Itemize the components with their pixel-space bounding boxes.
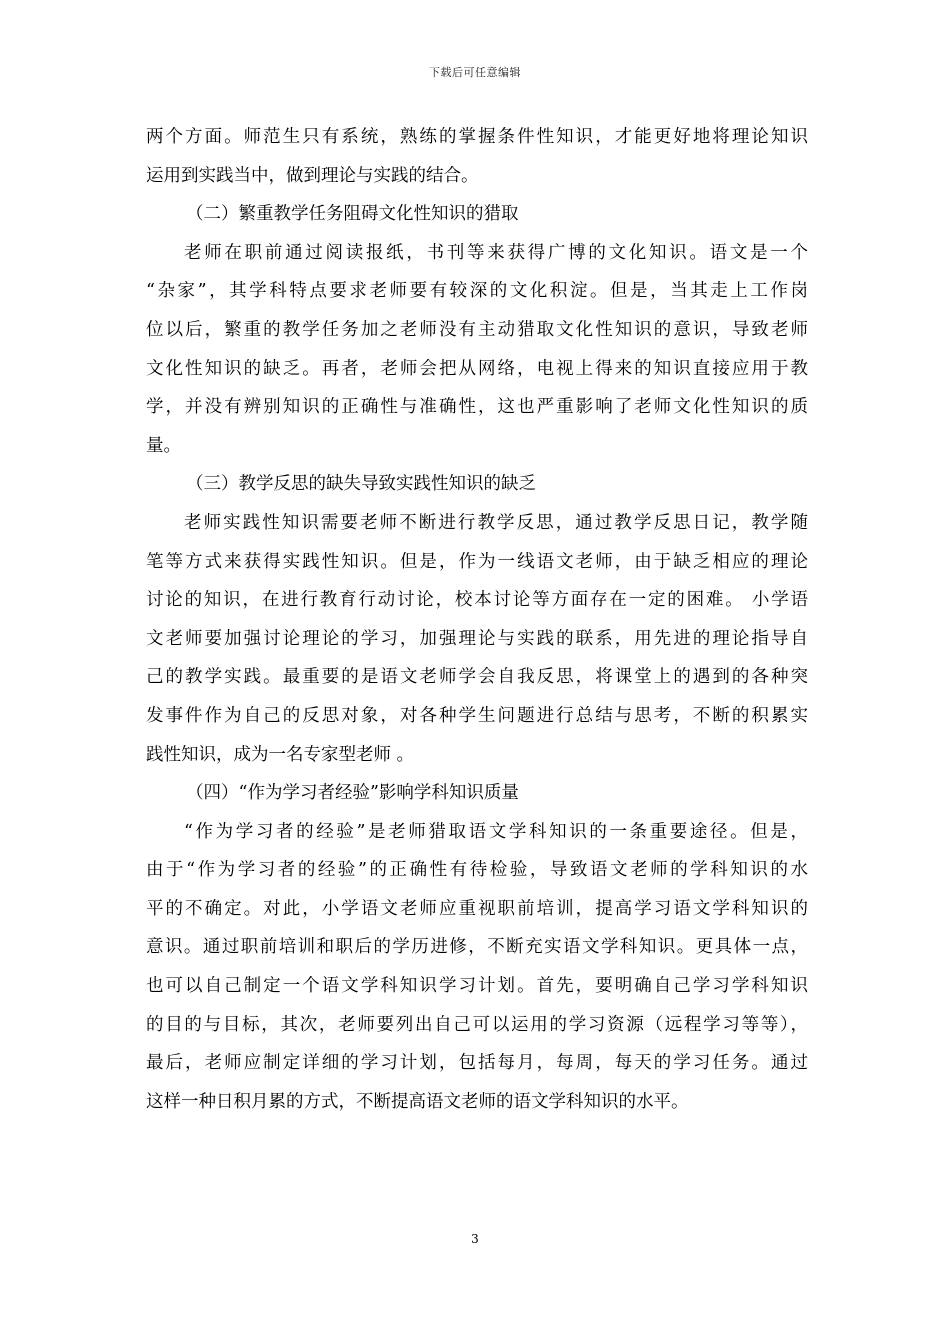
body-line: 两个方面。师范生只有系统，熟练的掌握条件性知识，才能更好地将理论知识 — [146, 127, 808, 147]
body-line: 讨论的知识，在进行教育行动讨论，校本讨论等方面存在一定的困难。 小学语 — [146, 590, 808, 611]
body-line: 笔等方式来获得实践性知识。但是，作为一线语文老师，由于缺乏相应的理论 — [146, 551, 808, 572]
body-line: 平的不确定。对此，小学语文老师应重视职前培训，提高学习语文学科知识的 — [146, 898, 808, 919]
document-body — [146, 118, 808, 1121]
body-line: 己的教学实践。最重要的是语文老师学会自我反思，将课堂上的遇到的各种突 — [146, 667, 808, 688]
body-line: 发事件作为自己的反思对象，对各种学生问题进行总结与思考，不断的积累实 — [146, 705, 808, 726]
body-line: 量。 — [146, 435, 181, 456]
body-line: 最后，老师应制定详细的学习计划，包括每月，每周，每天的学习任务。通过 — [146, 1053, 808, 1074]
body-line: 践性知识，成为一名专家型老师 。 — [146, 744, 415, 765]
body-line: 由于“作为学习者的经验”的正确性有待检验，导致语文老师的学科知识的水 — [146, 860, 808, 881]
body-line: 的目的与目标，其次，老师要列出自己可以运用的学习资源（远程学习等等）， — [146, 1014, 808, 1035]
body-line: 文老师要加强讨论理论的学习，加强理论与实践的联系，用先进的理论指导自 — [146, 628, 808, 649]
body-line: 这样一种日积月累的方式，不断提高语文老师的语文学科知识的水平。 — [146, 1091, 689, 1112]
body-line: 老师在职前通过阅读报纸，书刊等来获得广博的文化知识。语文是一个 — [184, 242, 808, 263]
body-line: 位以后，繁重的教学任务加之老师没有主动猎取文化性知识的意识，导致老师 — [146, 319, 808, 340]
body-line: “作为学习者的经验”是老师猎取语文学科知识的一条重要途径。但是， — [184, 821, 808, 842]
section-heading-2: （二）繁重教学任务阻碍文化性知识的猎取 — [186, 204, 519, 225]
page-header-note: 下载后可任意编辑 — [429, 66, 521, 79]
section-heading-3: （三）教学反思的缺失导致实践性知识的缺乏 — [186, 474, 536, 495]
body-line: 学，并没有辨别知识的正确性与准确性，这也严重影响了老师文化性知识的质 — [146, 397, 808, 418]
section-heading-4: （四）“作为学习者经验”影响学科知识质量 — [186, 783, 519, 804]
body-line: “杂家”，其学科特点要求老师要有较深的文化积淀。但是，当其走上工作岗 — [146, 281, 808, 302]
body-line: 老师实践性知识需要老师不断进行教学反思，通过教学反思日记，教学随 — [184, 512, 808, 533]
body-line: 意识。通过职前培训和职后的学历进修，不断充实语文学科知识。更具体一点， — [146, 937, 808, 958]
body-line: 运用到实践当中，做到理论与实践的结合。 — [146, 165, 479, 186]
body-line: 文化性知识的缺乏。再者，老师会把从网络，电视上得来的知识直接应用于教 — [146, 358, 808, 379]
page-number: 3 — [471, 1232, 479, 1246]
body-line: 也可以自己制定一个语文学科知识学习计划。首先，要明确自己学习学科知识 — [146, 976, 808, 997]
